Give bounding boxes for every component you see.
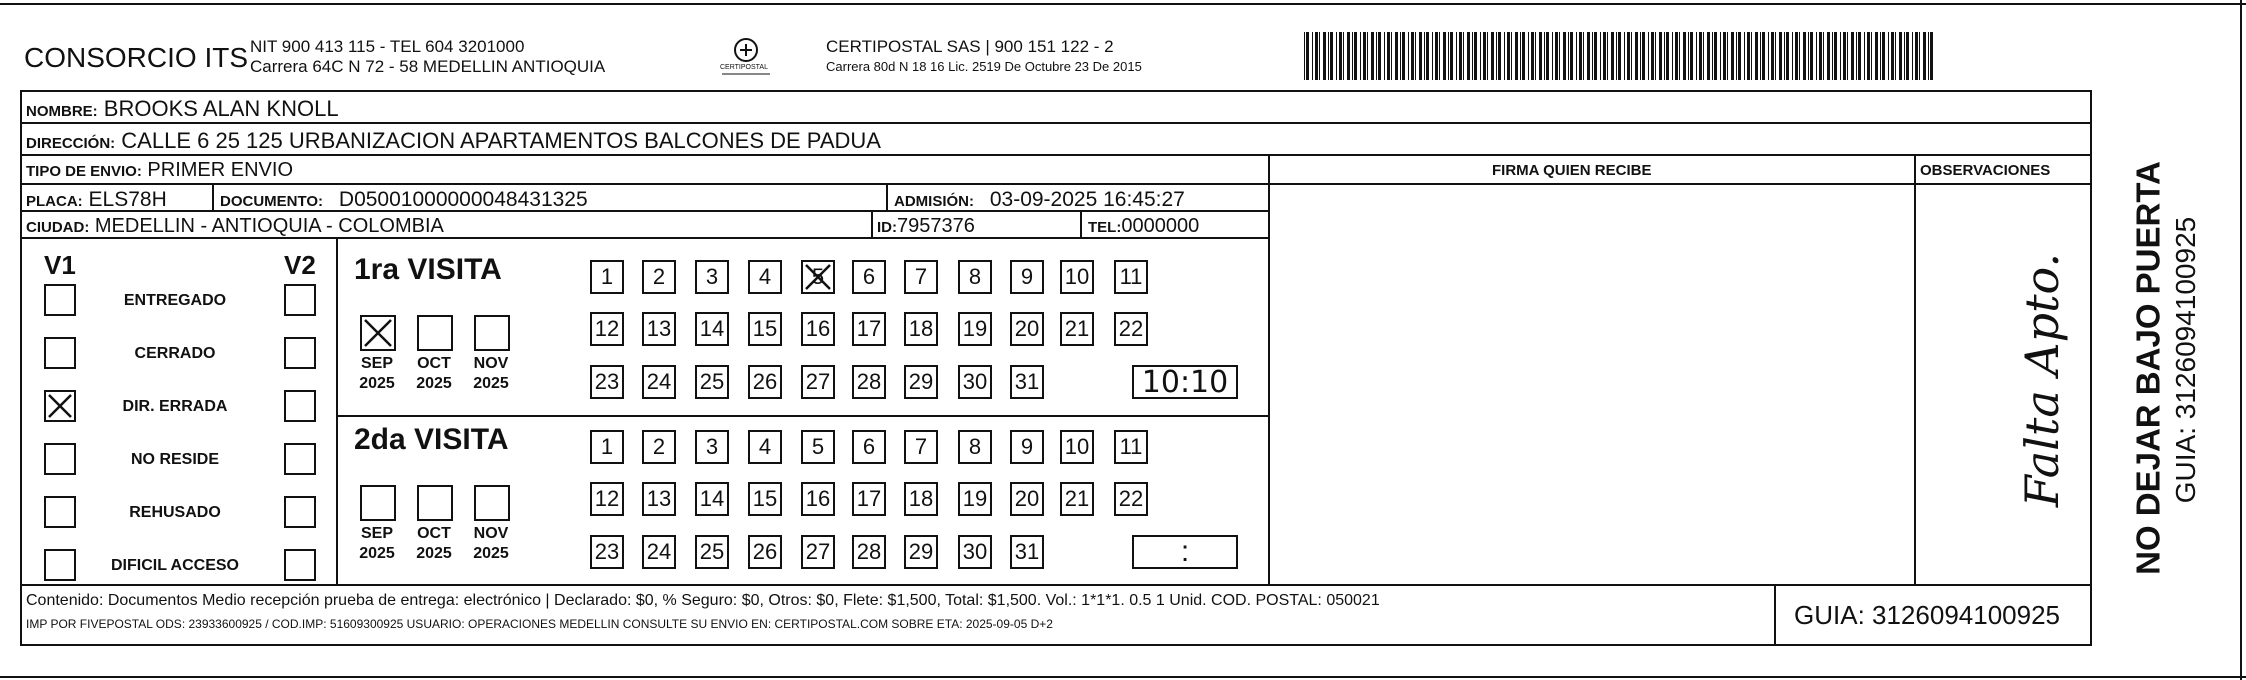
col-line: [212, 183, 214, 210]
day-number: 6: [862, 264, 876, 289]
day-box-1[interactable]: [590, 260, 624, 294]
day-box-27[interactable]: [801, 535, 835, 569]
day-number: 1: [600, 434, 614, 459]
day-number: 16: [805, 486, 831, 511]
v2-header: V2: [284, 250, 316, 280]
bottom-rule: [0, 676, 2246, 678]
day-number: 11: [1119, 434, 1143, 459]
day-number: 17: [856, 486, 882, 511]
v2-checkbox[interactable]: [284, 496, 316, 528]
day-box-3[interactable]: [695, 430, 729, 464]
month-checkbox-sep[interactable]: [360, 315, 396, 351]
id-value: 7957376: [897, 215, 975, 237]
month-label: OCT: [417, 525, 451, 542]
day-box-19[interactable]: [958, 482, 992, 516]
day-number: 19: [962, 486, 988, 511]
v1-checkbox[interactable]: [44, 496, 76, 528]
day-box-31[interactable]: [1010, 535, 1044, 569]
day-box-26[interactable]: [748, 535, 782, 569]
day-number: 29: [908, 369, 934, 394]
id-row: [877, 216, 975, 236]
day-box-15[interactable]: [748, 312, 782, 346]
v1-checkbox[interactable]: [44, 443, 76, 475]
year-label: 2025: [416, 375, 452, 392]
day-number: 1: [600, 264, 614, 289]
day-box-26[interactable]: [748, 365, 782, 399]
ciudad-label: CIUDAD:: [26, 219, 90, 236]
v2-checkbox[interactable]: [284, 337, 316, 369]
row-line: [1268, 183, 2092, 185]
day-number: 31: [1014, 369, 1040, 394]
day-number: 28: [856, 539, 882, 564]
day-box-25[interactable]: [695, 365, 729, 399]
v1-header: V1: [44, 250, 76, 280]
day-number: 15: [752, 316, 778, 341]
side-guia: GUIA: 3126094100925: [2170, 216, 2201, 504]
month-checkbox-oct[interactable]: [417, 315, 453, 351]
month-label: NOV: [473, 525, 509, 542]
day-box-30[interactable]: [958, 365, 992, 399]
visit-title: 2da VISITA: [354, 423, 509, 456]
day-number: 5: [811, 434, 825, 459]
tel-row: [1088, 216, 1199, 236]
footer-guia: GUIA: 3126094100925: [1794, 600, 2060, 630]
day-box-19[interactable]: [958, 312, 992, 346]
day-number: 5: [811, 264, 825, 289]
day-number: 12: [594, 316, 620, 341]
day-box-2[interactable]: [642, 260, 676, 294]
day-box-18[interactable]: [904, 312, 938, 346]
day-number: 4: [758, 264, 772, 289]
day-box-6[interactable]: [852, 260, 886, 294]
day-box-7[interactable]: [904, 260, 938, 294]
day-box-4[interactable]: [748, 260, 782, 294]
admision-label: ADMISIÓN:: [894, 193, 974, 210]
month-label: OCT: [417, 355, 451, 372]
v2-checkbox[interactable]: [284, 549, 316, 581]
day-number: 7: [914, 434, 928, 459]
month-checkbox-oct[interactable]: [417, 485, 453, 521]
day-box-28[interactable]: [852, 535, 886, 569]
top-rule: [0, 3, 2246, 5]
day-number: 22: [1118, 316, 1144, 341]
placa-label: PLACA:: [26, 193, 83, 210]
day-number: 20: [1014, 316, 1040, 341]
day-box-10[interactable]: [1060, 430, 1094, 464]
certipostal-line: CERTIPOSTAL SAS | 900 151 122 - 2: [826, 37, 1114, 56]
check-mark-icon: [362, 317, 394, 349]
day-box-24[interactable]: [642, 535, 676, 569]
day-box-29[interactable]: [904, 365, 938, 399]
observaciones-header: OBSERVACIONES: [1920, 162, 2051, 179]
status-label-no-reside: NO RESIDE: [130, 451, 220, 468]
col-line: [871, 210, 873, 237]
day-number: 16: [805, 316, 831, 341]
check-mark-icon: [803, 262, 833, 292]
day-box-8[interactable]: [958, 260, 992, 294]
firma-header: FIRMA QUIEN RECIBE: [1492, 162, 1652, 179]
day-number: 3: [705, 264, 719, 289]
time-box[interactable]: [1132, 535, 1238, 569]
day-box-4[interactable]: [748, 430, 782, 464]
day-box-14[interactable]: [695, 312, 729, 346]
documento-label: DOCUMENTO:: [220, 193, 324, 210]
day-box-7[interactable]: [904, 430, 938, 464]
tel-value: 0000000: [1121, 215, 1200, 237]
year-label: 2025: [359, 545, 395, 562]
v1-checkbox[interactable]: [44, 337, 76, 369]
day-box-27[interactable]: [801, 365, 835, 399]
certipostal-address: Carrera 80d N 18 16 Lic. 2519 De Octubre 23 De 2015: [826, 59, 1142, 74]
day-number: 13: [646, 486, 672, 511]
year-label: 2025: [473, 375, 509, 392]
v1-checkbox[interactable]: [44, 549, 76, 581]
col-line: [336, 237, 338, 584]
day-number: 21: [1064, 316, 1090, 341]
day-number: 24: [646, 539, 672, 564]
day-number: 29: [908, 539, 934, 564]
month-checkbox-nov[interactable]: [474, 485, 510, 521]
row-line: [20, 584, 2092, 586]
status-label-dir-errada: DIR. ERRADA: [122, 398, 228, 415]
status-label-entregado: ENTREGADO: [123, 292, 227, 309]
row-line: [336, 415, 1268, 417]
day-number: 10: [1064, 434, 1090, 459]
barcode: [1304, 32, 1936, 82]
col-line: [1774, 584, 1776, 646]
right-rule: [2240, 0, 2242, 680]
tipo-label: TIPO DE ENVIO:: [26, 163, 142, 180]
status-label-dificil-acceso: DIFICIL ACCESO: [110, 557, 240, 574]
day-number: 13: [646, 316, 672, 341]
nombre-label: NOMBRE:: [26, 103, 98, 120]
nombre-value: BROOKS ALAN KNOLL: [103, 96, 339, 121]
day-box-8[interactable]: [958, 430, 992, 464]
day-box-2[interactable]: [642, 430, 676, 464]
documento-row: [220, 189, 588, 210]
day-number: 15: [752, 486, 778, 511]
day-box-15[interactable]: [748, 482, 782, 516]
month-label: NOV: [473, 355, 509, 372]
day-number: 18: [908, 316, 934, 341]
footer-contenido: Contenido: Documentos Medio recepción prueba de entrega: electrónico | Declarado: $0, % Seguro: $0, Otros: $0, Flete: $1,500, Total: $1,500. Vol.: 1*1*1. 0.5 1 Unid. COD. POSTAL: 050021: [26, 592, 1380, 609]
day-box-13[interactable]: [642, 312, 676, 346]
col-line: [1080, 210, 1082, 237]
month-checkbox-sep[interactable]: [360, 485, 396, 521]
day-number: 23: [594, 539, 620, 564]
col-line: [886, 183, 888, 210]
day-box-17[interactable]: [852, 482, 886, 516]
day-box-31[interactable]: [1010, 365, 1044, 399]
tel-label: TEL:: [1088, 219, 1122, 236]
placa-value: ELS78H: [88, 188, 167, 211]
day-box-28[interactable]: [852, 365, 886, 399]
day-number: 25: [699, 369, 725, 394]
observation-note: Falta Apto.: [2015, 252, 2069, 508]
day-number: 25: [699, 539, 725, 564]
documento-value: D05001000000048431325: [338, 188, 588, 211]
day-number: 26: [752, 369, 778, 394]
day-number: 18: [908, 486, 934, 511]
day-box-1[interactable]: [590, 430, 624, 464]
day-box-20[interactable]: [1010, 312, 1044, 346]
day-number: 20: [1014, 486, 1040, 511]
day-box-23[interactable]: [590, 535, 624, 569]
day-box-9[interactable]: [1010, 260, 1044, 294]
day-box-21[interactable]: [1060, 482, 1094, 516]
day-box-3[interactable]: [695, 260, 729, 294]
day-box-24[interactable]: [642, 365, 676, 399]
nombre-row: [26, 98, 339, 120]
day-box-5[interactable]: [801, 430, 835, 464]
visit-title: 1ra VISITA: [354, 253, 502, 286]
company-nit: NIT 900 413 115 - TEL 604 3201000: [250, 37, 525, 56]
day-number: 8: [968, 434, 982, 459]
day-number: 8: [968, 264, 982, 289]
day-box-22[interactable]: [1114, 482, 1148, 516]
day-box-30[interactable]: [958, 535, 992, 569]
day-box-6[interactable]: [852, 430, 886, 464]
day-box-16[interactable]: [801, 312, 835, 346]
tipo-value: PRIMER ENVIO: [147, 159, 293, 181]
day-box-22[interactable]: [1114, 312, 1148, 346]
side-warning: NO DEJAR BAJO PUERTA: [2129, 161, 2167, 575]
admision-row: [894, 189, 1185, 210]
direccion-row: [26, 130, 881, 152]
day-box-16[interactable]: [801, 482, 835, 516]
month-label: SEP: [360, 525, 394, 542]
day-number: 24: [646, 369, 672, 394]
day-number: 17: [856, 316, 882, 341]
row-line: [20, 154, 2092, 156]
row-line: [20, 237, 1268, 239]
day-number: 30: [962, 539, 988, 564]
day-number: 23: [594, 369, 620, 394]
day-number: 19: [962, 316, 988, 341]
day-box-5[interactable]: [801, 260, 835, 294]
company-address: Carrera 64C N 72 - 58 MEDELLIN ANTIOQUIA: [250, 57, 606, 76]
time-value: :: [1180, 535, 1190, 568]
id-label: ID:: [877, 219, 897, 236]
status-label-rehusado: REHUSADO: [129, 504, 221, 521]
v2-checkbox[interactable]: [284, 284, 316, 316]
day-number: 31: [1014, 539, 1040, 564]
direccion-label: DIRECCIÓN:: [26, 135, 116, 152]
day-box-14[interactable]: [695, 482, 729, 516]
day-box-18[interactable]: [904, 482, 938, 516]
month-checkbox-nov[interactable]: [474, 315, 510, 351]
day-box-11[interactable]: [1114, 430, 1148, 464]
day-box-12[interactable]: [590, 482, 624, 516]
day-number: 21: [1064, 486, 1090, 511]
day-number: 28: [856, 369, 882, 394]
day-number: 6: [862, 434, 876, 459]
v2-checkbox[interactable]: [284, 443, 316, 475]
day-box-9[interactable]: [1010, 430, 1044, 464]
ciudad-row: [26, 216, 444, 236]
day-number: 26: [752, 539, 778, 564]
day-box-10[interactable]: [1060, 260, 1094, 294]
year-label: 2025: [359, 375, 395, 392]
form-frame: [20, 90, 2092, 646]
ciudad-value: MEDELLIN - ANTIOQUIA - COLOMBIA: [94, 215, 444, 237]
status-label-cerrado: CERRADO: [134, 345, 216, 362]
admision-value: 03-09-2025 16:45:27: [989, 188, 1185, 211]
year-label: 2025: [416, 545, 452, 562]
day-number: 10: [1064, 264, 1090, 289]
day-box-20[interactable]: [1010, 482, 1044, 516]
day-box-17[interactable]: [852, 312, 886, 346]
v1-checkbox[interactable]: [44, 284, 76, 316]
day-box-11[interactable]: [1114, 260, 1148, 294]
day-number: 14: [699, 486, 725, 511]
footer-imp: IMP POR FIVEPOSTAL ODS: 23933600925 / COD.IMP: 51609300925 USUARIO: OPERACIONES MEDELLIN CONSULTE SU ENVIO EN: CERTIPOSTAL.COM SOBRE ETA: 2025-09-05 D+2: [26, 617, 1053, 631]
v2-checkbox[interactable]: [284, 390, 316, 422]
col-line: [1914, 154, 1916, 584]
day-box-29[interactable]: [904, 535, 938, 569]
tipo-row: [26, 160, 293, 180]
day-box-23[interactable]: [590, 365, 624, 399]
row-line: [20, 122, 2092, 124]
day-number: 14: [699, 316, 725, 341]
day-number: 2: [652, 264, 666, 289]
day-number: 22: [1118, 486, 1144, 511]
day-number: 27: [805, 369, 831, 394]
logo-text: CERTIPOSTAL: [720, 64, 768, 71]
day-number: 27: [805, 539, 831, 564]
day-number: 11: [1119, 264, 1143, 289]
day-number: 12: [594, 486, 620, 511]
day-number: 7: [914, 264, 928, 289]
time-box[interactable]: [1132, 365, 1238, 399]
check-mark-icon: [46, 392, 74, 420]
month-label: SEP: [360, 355, 394, 372]
day-number: 30: [962, 369, 988, 394]
day-box-12[interactable]: [590, 312, 624, 346]
direccion-value: CALLE 6 25 125 URBANIZACION APARTAMENTOS BALCONES DE PADUA: [121, 128, 881, 153]
placa-row: [26, 189, 167, 210]
day-number: 3: [705, 434, 719, 459]
day-number: 2: [652, 434, 666, 459]
day-box-13[interactable]: [642, 482, 676, 516]
day-number: 9: [1020, 264, 1034, 289]
day-number: 4: [758, 434, 772, 459]
day-box-25[interactable]: [695, 535, 729, 569]
certipostal-logo: [718, 36, 774, 82]
col-line: [1268, 154, 1270, 584]
time-value: 10:10: [1141, 364, 1229, 400]
day-box-21[interactable]: [1060, 312, 1094, 346]
v1-checkbox[interactable]: [44, 390, 76, 422]
company-name: CONSORCIO ITS: [24, 42, 249, 73]
day-number: 9: [1020, 434, 1034, 459]
year-label: 2025: [473, 545, 509, 562]
